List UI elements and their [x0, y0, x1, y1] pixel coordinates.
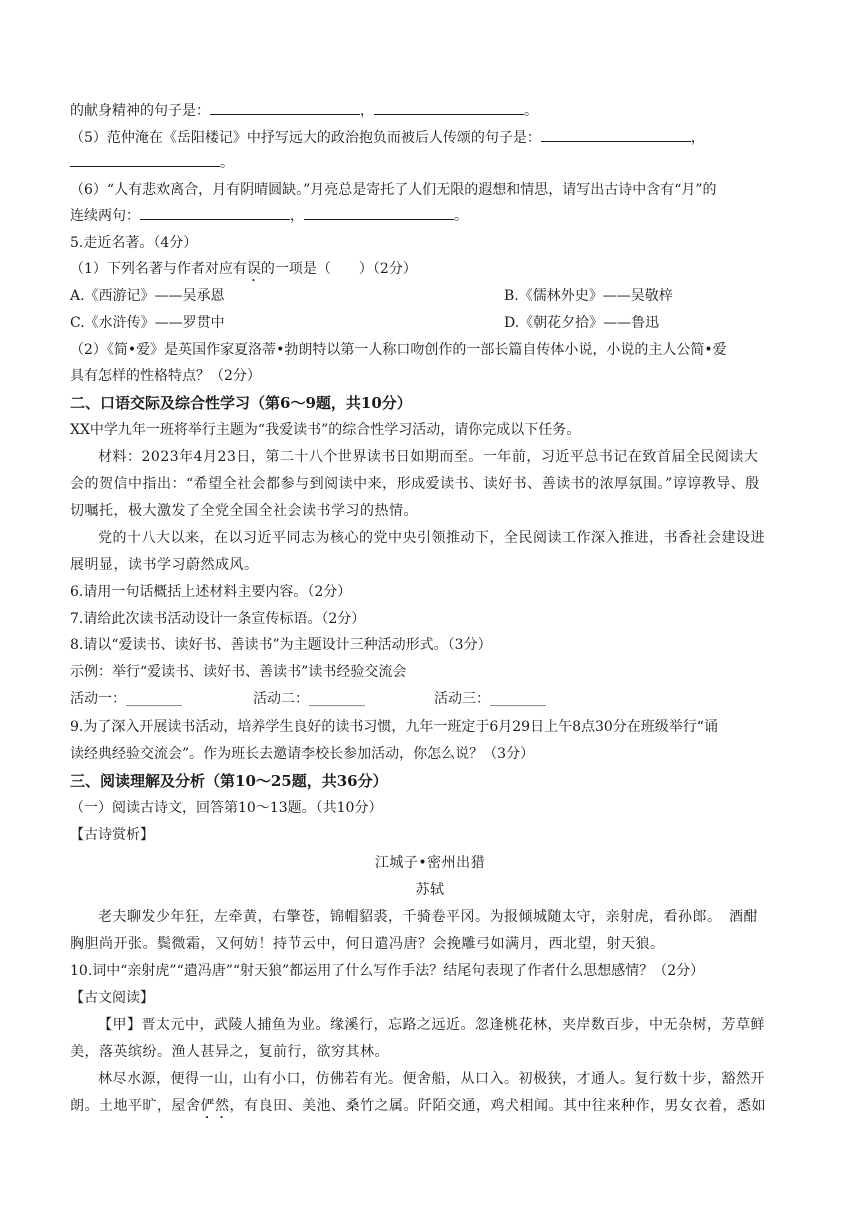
- answer-blank[interactable]: [210, 100, 360, 115]
- option-b[interactable]: B.《儒林外史》——吴敬梓: [504, 288, 673, 304]
- q5-item1-text-b: 的一项是（ ）（2分）: [260, 261, 417, 277]
- answer-blank[interactable]: [541, 127, 691, 142]
- option-c[interactable]: C.《水浒传》——罗贯中: [70, 315, 225, 331]
- q5-options-row-2: [70, 312, 792, 334]
- prose-label: 【古文阅读】: [70, 990, 154, 1006]
- poem-author: 苏轼: [415, 882, 445, 898]
- q4-item6-cont-text: 连续两句：: [70, 208, 140, 224]
- activity-3-field[interactable]: 活动三：________: [434, 691, 546, 707]
- section3-sub1: （一）阅读古诗文，回答第10～13题。（共10分）: [70, 800, 383, 816]
- emphasis-word: 俨然: [200, 1098, 230, 1114]
- q4-item6-cont: [70, 205, 792, 227]
- question-6: 6.请用一句话概括上述材料主要内容。（2分）: [70, 584, 352, 600]
- question-8: 8.请以“爱读书、读好书、善读书”为主题设计三种活动形式。（3分）: [70, 637, 492, 653]
- q4-line1-prefix: 的献身精神的句子是：: [70, 103, 210, 119]
- poem-title: 江城子•密州出猎: [374, 855, 486, 871]
- q5-item1: [70, 258, 792, 285]
- answer-blank[interactable]: [70, 152, 220, 167]
- question-10: 10.词中“亲射虎”“遣冯唐”“射天狼”都运用了什么写作手法？结尾句表现了作者什么思想感情？（2分）: [70, 963, 705, 979]
- q4-item6-end: 。: [454, 208, 468, 224]
- q4-item5-cont: [70, 152, 792, 174]
- prose-line-2: 美，落英缤纷。渔人甚异之，复前行，欲穷其林。: [70, 1044, 389, 1060]
- material-line-3: 切嘱托，极大激发了全党全国全社会读书学习的热情。: [70, 503, 418, 519]
- q5-title: 5.走近名著。（4分）: [70, 235, 198, 251]
- q4-line-1: [70, 100, 792, 122]
- q4-item6: [70, 179, 792, 201]
- poem-line-1: 老夫聊发少年狂，左牵黄，右擎苍，锦帽貂裘，千骑卷平冈。为报倾城随太守，亲射虎，看孙郎。 酒酣: [98, 909, 758, 925]
- answer-blank[interactable]: [140, 205, 290, 220]
- prose-line-4-b: ，有良田、美池、桑竹之属。阡陌交通，鸡犬相闻。其中往来种作，男女衣着，悉如: [229, 1098, 766, 1114]
- q4-line1-sep: ，: [360, 103, 374, 119]
- q4-item6-sep: ，: [290, 208, 304, 224]
- prose-line-4: [70, 1095, 792, 1122]
- q4-line1-end: 。: [524, 103, 538, 119]
- section2-heading: 二、口语交际及综合性学习（第6～9题，共10分）: [70, 394, 412, 412]
- section3-heading: 三、阅读理解及分析（第10～25题，共36分）: [70, 772, 388, 790]
- question-9-line-2: 读经典经验交流会”。作为班长去邀请李校长参加活动，你怎么说？（3分）: [70, 746, 535, 762]
- poem-label: 【古诗赏析】: [70, 827, 154, 843]
- activity-1-field[interactable]: 活动一：________: [70, 691, 182, 707]
- answer-blank[interactable]: [304, 205, 454, 220]
- poem-line-2: 胸胆尚开张。鬓微霜，又何妨！持节云中，何日遣冯唐？会挽雕弓如满月，西北望，射天狼。: [70, 936, 665, 952]
- material-line-5: 展明显，读书学习蔚然成风。: [70, 557, 259, 573]
- material-line-2: 会的贺信中指出：“希望全社会都参与到阅读中来，形成爱读书、读好书、善读书的浓厚氛围。”谆谆教导、殷: [70, 476, 760, 492]
- q4-item5-text: （5）范仲淹在《岳阳楼记》中抒写远大的政治抱负而被后人传颂的句子是：: [70, 130, 541, 146]
- option-a[interactable]: A.《西游记》——吴承恩: [70, 288, 225, 304]
- prose-line-3: 林尽水源，便得一山，山有小口，仿佛若有光。便舍船，从口入。初极狭，才通人。复行数十步，豁然开: [98, 1071, 765, 1087]
- q5-item2-line2: 具有怎样的性格特点？（2分）: [70, 368, 261, 384]
- q4-item5: [70, 127, 792, 149]
- material-line-1: 材料：2023年4月23日，第二十八个世界读书日如期而至。一年前，习近平总书记在致首届全民阅读大: [98, 449, 759, 465]
- emphasis-word: 误: [246, 261, 261, 277]
- q4-item5-sep: ，: [690, 130, 705, 146]
- q5-item2-line1: （2）《简•爱》是英国作家夏洛蒂•勃朗特以第一人称口吻创作的一部长篇自传体小说，小说的主人公简•爱: [70, 342, 727, 358]
- prose-line-1: 【甲】晋太元中，武陵人捕鱼为业。缘溪行，忘路之远近。忽逢桃花林，夹岸数百步，中无杂树，芳草鲜: [98, 1017, 765, 1033]
- option-d[interactable]: D.《朝花夕拾》——鲁迅: [504, 315, 660, 331]
- q5-item1-text-a: （1）下列名著与作者对应有: [70, 261, 247, 277]
- question-9-line-1: 9.为了深入开展读书活动，培养学生良好的读书习惯，九年一班定于6月29日上午8点30分在班级举行“诵: [70, 719, 718, 735]
- answer-blank[interactable]: [374, 100, 524, 115]
- question-7: 7.请给此次读书活动设计一条宣传标语。（2分）: [70, 611, 366, 627]
- question-8-example: 示例：举行“爱读书、读好书、善读书”读书经验交流会: [70, 664, 407, 680]
- activity-2-field[interactable]: 活动二：________: [253, 691, 365, 707]
- section2-intro: XX中学九年一班将举行主题为“我爱读书”的综合性学习活动，请你完成以下任务。: [70, 422, 581, 438]
- q4-item5-end: 。: [220, 155, 234, 171]
- prose-line-4-a: 朗。土地平旷，屋舍: [70, 1098, 201, 1114]
- q5-options-row-1: [70, 285, 792, 307]
- material-line-4: 党的十八大以来，在以习近平同志为核心的党中央引领推动下，全民阅读工作深入推进，书香社会建设进: [98, 530, 765, 546]
- q4-item6-text: （6）“人有悲欢离合，月有阴晴圆缺。”月亮总是寄托了人们无限的遐想和情思，请写出古诗中含有“月”的: [70, 182, 717, 198]
